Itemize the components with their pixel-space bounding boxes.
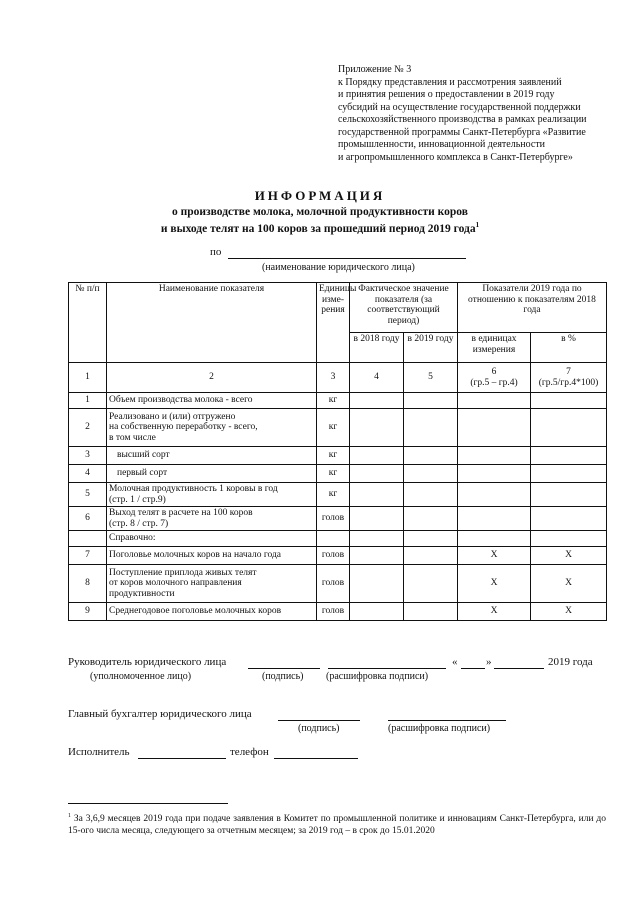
row-name: Среднегодовое поголовье молочных коров <box>107 603 317 621</box>
cell-actual-2019[interactable] <box>404 409 458 447</box>
appendix-line: государственной программы Санкт-Петербурга «Развитие <box>338 126 586 138</box>
table-row <box>69 393 607 409</box>
appendix-line: промышленности, инновационной деятельности <box>338 139 546 150</box>
table-row <box>69 409 607 447</box>
footnote-divider <box>68 803 228 804</box>
accountant-decoding-field[interactable] <box>388 720 506 721</box>
table-row <box>69 483 607 507</box>
header-num: № п/п <box>69 283 107 363</box>
row-name: Объем производства молока - всего <box>107 393 317 409</box>
row-name: Молочная продуктивность 1 коровы в год (стр. 1 / стр.9) <box>107 483 317 507</box>
header-actual: Фактическое значение показателя (за соответствующий период) <box>350 283 458 333</box>
cell-ratio-pct[interactable]: X <box>531 603 607 621</box>
cell-actual-2019[interactable] <box>404 507 458 531</box>
footnote <box>68 810 606 837</box>
column-number-3: 3 <box>317 363 350 393</box>
header-ratio-units: в единицах измерения <box>458 333 531 363</box>
column-number-5: 5 <box>404 363 458 393</box>
cell-ratio-units[interactable]: X <box>458 547 531 565</box>
document-title: ИНФОРМАЦИЯ <box>254 188 386 203</box>
table-row <box>69 531 607 547</box>
column-number-2: 2 <box>107 363 317 393</box>
row-name: Реализовано и (или) отгружено на собственную переработку - всего, в том числе <box>107 409 317 447</box>
row-unit: голов <box>317 507 350 531</box>
cell-ratio-units[interactable] <box>458 507 531 531</box>
cell-actual-2018[interactable] <box>350 603 404 621</box>
row-name: Поголовье молочных коров на начало года <box>107 547 317 565</box>
document-subtitle-line1: о производстве молока, молочной продуктивности коров <box>172 206 468 218</box>
head-sub-label: (уполномоченное лицо) <box>90 671 192 682</box>
head-signature-caption: (подпись) <box>262 671 304 682</box>
row-unit: кг <box>317 483 350 507</box>
row-number: 7 <box>69 547 107 565</box>
cell-actual-2019[interactable] <box>404 547 458 565</box>
appendix-line: Приложение № 3 <box>338 64 412 75</box>
row-name: первый сорт <box>107 465 317 483</box>
table-row <box>69 547 607 565</box>
date-quote-open: « <box>452 656 458 668</box>
row-unit: кг <box>317 393 350 409</box>
indicators-table <box>68 282 607 621</box>
cell-actual-2019[interactable] <box>404 447 458 465</box>
cell-actual-2019[interactable] <box>404 531 458 547</box>
cell-ratio-units[interactable] <box>458 465 531 483</box>
cell-ratio-pct[interactable] <box>531 447 607 465</box>
cell-actual-2018[interactable] <box>350 531 404 547</box>
row-number: 9 <box>69 603 107 621</box>
row-number: 4 <box>69 465 107 483</box>
cell-ratio-units[interactable]: X <box>458 565 531 603</box>
date-month-field[interactable] <box>494 668 544 669</box>
appendix-line: сельскохозяйственного производства в рамках реализации <box>338 114 587 125</box>
row-unit: голов <box>317 565 350 603</box>
cell-ratio-pct[interactable] <box>531 465 607 483</box>
column-number-4: 4 <box>350 363 404 393</box>
row-name: высший сорт <box>107 447 317 465</box>
appendix-line: к Порядку представления и рассмотрения заявлений <box>338 76 562 88</box>
row-number: 6 <box>69 507 107 531</box>
table-row <box>69 447 607 465</box>
row-number <box>69 531 107 547</box>
cell-actual-2018[interactable] <box>350 465 404 483</box>
footnote-mark: 1 <box>68 813 71 819</box>
cell-ratio-pct[interactable] <box>531 507 607 531</box>
subtitle-text: и выходе телят на 100 коров за прошедший период 2019 года <box>160 222 476 235</box>
table-row <box>69 465 607 483</box>
entity-caption: (наименование юридического лица) <box>262 262 415 273</box>
cell-actual-2018[interactable] <box>350 565 404 603</box>
row-name: Поступление приплода живых телят от коров молочного направления продуктивности <box>107 565 317 603</box>
header-name: Наименование показателя <box>107 283 317 363</box>
row-unit: кг <box>317 447 350 465</box>
cell-ratio-units[interactable]: X <box>458 603 531 621</box>
cell-ratio-units[interactable] <box>458 483 531 507</box>
cell-ratio-units[interactable] <box>458 531 531 547</box>
appendix-line: и агропромышленного комплекса в Санкт-Петербурге» <box>338 151 573 163</box>
header-ratio: Показатели 2019 года по отношению к показателям 2018 года <box>458 283 607 333</box>
appendix-line: и принятия решения о предоставлении в 2019 году <box>338 89 555 100</box>
executor-field[interactable] <box>138 758 226 759</box>
date-day-field[interactable] <box>461 668 485 669</box>
entity-prefix: по <box>210 246 222 258</box>
footnote-text: За 3,6,9 месяцев 2019 года при подаче заявления в Комитет по промышленной политике и инновациям Санкт-Петербурга, или до 15-ого числа месяца, следующего за отчетным месяцем; за 2019 год – в срок до 15.01.2020 <box>68 814 607 837</box>
accountant-label: Главный бухгалтер юридического лица <box>68 708 252 720</box>
cell-ratio-units[interactable] <box>458 409 531 447</box>
table-row <box>69 507 607 531</box>
cell-actual-2018[interactable] <box>350 483 404 507</box>
phone-label: телефон <box>230 746 269 758</box>
table-row <box>69 603 607 621</box>
cell-actual-2019[interactable] <box>404 393 458 409</box>
header-actual-2019: в 2019 году <box>404 333 458 363</box>
appendix-note <box>338 64 628 164</box>
column-number-7: 7 (гр.5/гр.4*100) <box>531 363 607 393</box>
row-name: Выход телят в расчете на 100 коров (стр. 8 / стр. 7) <box>107 507 317 531</box>
cell-actual-2018[interactable] <box>350 507 404 531</box>
executor-label: Исполнитель <box>68 746 130 758</box>
entity-name-field[interactable] <box>228 258 466 259</box>
cell-actual-2018[interactable] <box>350 393 404 409</box>
row-number: 3 <box>69 447 107 465</box>
row-number: 8 <box>69 565 107 603</box>
header-ratio-pct: в % <box>531 333 607 363</box>
row-unit: кг <box>317 465 350 483</box>
cell-ratio-units[interactable] <box>458 393 531 409</box>
document-subtitle-line2 <box>0 221 640 235</box>
accountant-signature-caption: (подпись) <box>298 723 340 734</box>
row-number: 5 <box>69 483 107 507</box>
row-unit: кг <box>317 409 350 447</box>
cell-ratio-pct[interactable]: X <box>531 547 607 565</box>
column-number-1: 1 <box>69 363 107 393</box>
row-number: 1 <box>69 393 107 409</box>
head-decoding-caption: (расшифровка подписи) <box>326 671 429 682</box>
row-unit: голов <box>317 603 350 621</box>
table-row <box>69 565 607 603</box>
cell-actual-2019[interactable] <box>404 465 458 483</box>
date-year: 2019 года <box>548 656 593 668</box>
header-actual-2018: в 2018 году <box>350 333 404 363</box>
row-unit <box>317 531 350 547</box>
date-quote-close: » <box>486 656 492 668</box>
cell-actual-2018[interactable] <box>350 447 404 465</box>
cell-ratio-pct[interactable] <box>531 409 607 447</box>
accountant-signature-field[interactable] <box>278 720 360 721</box>
footnote-reference: 1 <box>475 221 480 229</box>
head-label: Руководитель юридического лица <box>68 656 227 668</box>
cell-actual-2019[interactable] <box>404 603 458 621</box>
row-number: 2 <box>69 409 107 447</box>
row-unit: голов <box>317 547 350 565</box>
row-name: Справочно: <box>107 531 317 547</box>
cell-ratio-units[interactable] <box>458 447 531 465</box>
cell-ratio-pct[interactable] <box>531 483 607 507</box>
head-decoding-field[interactable] <box>328 668 446 669</box>
phone-field[interactable] <box>274 758 358 759</box>
cell-actual-2018[interactable] <box>350 409 404 447</box>
head-signature-field[interactable] <box>248 668 320 669</box>
column-number-6: 6 (гр.5 – гр.4) <box>458 363 531 393</box>
header-unit: Единицы изме-рения <box>317 283 350 363</box>
accountant-decoding-caption: (расшифровка подписи) <box>388 723 491 734</box>
cell-actual-2018[interactable] <box>350 547 404 565</box>
cell-ratio-pct[interactable]: X <box>531 565 607 603</box>
cell-ratio-pct[interactable] <box>531 531 607 547</box>
appendix-line: субсидий на осуществление государственной поддержки <box>338 101 581 113</box>
cell-actual-2019[interactable] <box>404 483 458 507</box>
cell-actual-2019[interactable] <box>404 565 458 603</box>
cell-ratio-pct[interactable] <box>531 393 607 409</box>
